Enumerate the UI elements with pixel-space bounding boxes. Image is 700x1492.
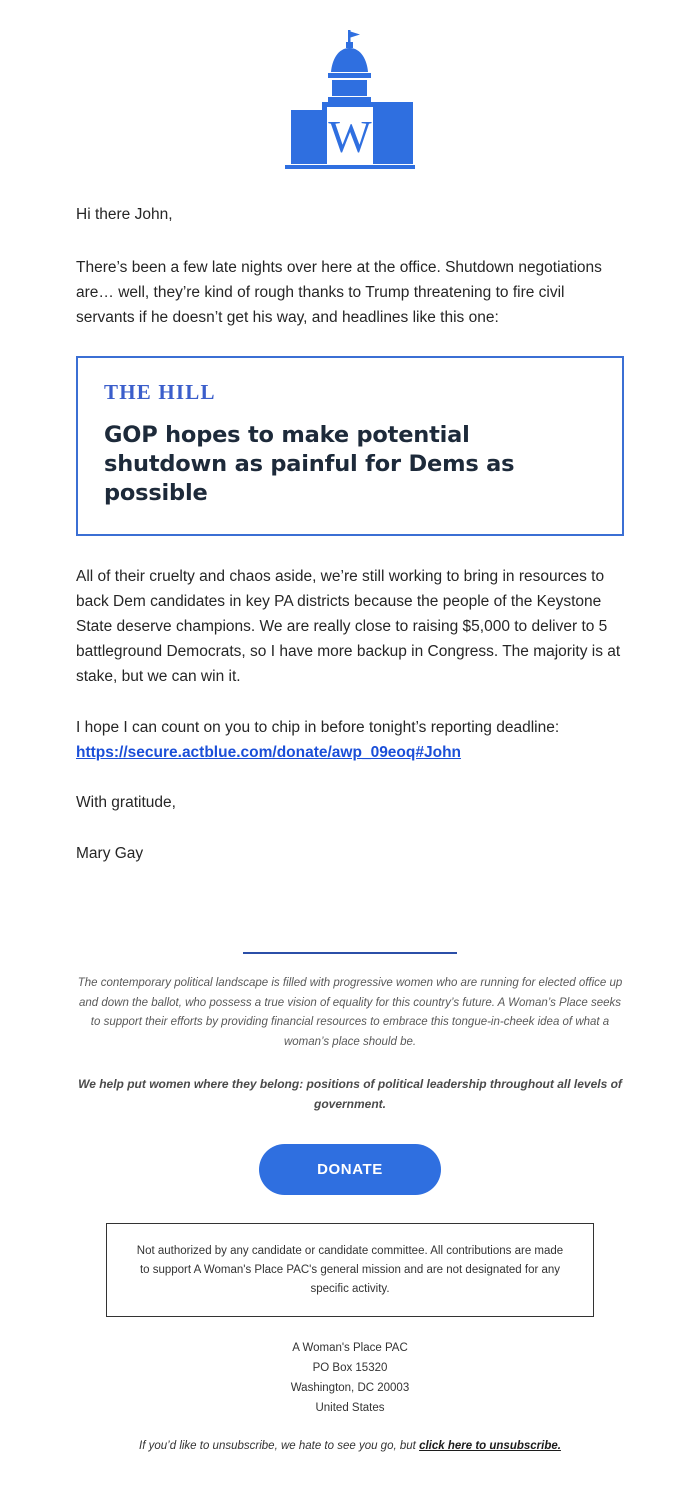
postal-address bbox=[76, 1339, 624, 1418]
signature-text: Mary Gay bbox=[76, 844, 144, 862]
disclaimer-box: Not authorized by any candidate or candidate committee. All contributions are made to support A Woman's Place PAC's general mission and are not designated for any specific activity. bbox=[106, 1223, 594, 1317]
address-line-4: United States bbox=[315, 1401, 385, 1414]
logo-letter-w: W bbox=[328, 111, 372, 162]
paragraph-1: There’s been a few late nights over here at the office. Shutdown negotiations are… well, they’re kind of rough thanks to Trump threatening to fire civil servants if he doesn’t get his way, and headlines like this one: bbox=[76, 259, 602, 327]
news-headline-card bbox=[76, 356, 624, 535]
footer-divider bbox=[243, 952, 457, 954]
address-line-1: A Woman's Place PAC bbox=[292, 1342, 408, 1355]
unsubscribe-text: If you’d like to unsubscribe, we hate to see you go, but bbox=[139, 1440, 420, 1453]
a-womans-place-capitol-logo bbox=[275, 28, 425, 178]
donate-button[interactable]: DONATE bbox=[259, 1144, 441, 1195]
the-hill-logo: THE HILL bbox=[104, 380, 216, 405]
donate-url-link[interactable]: https://secure.actblue.com/donate/awp_09eoq#John bbox=[76, 744, 462, 762]
email-content bbox=[0, 202, 700, 866]
donate-button-container bbox=[76, 1144, 624, 1195]
unsubscribe-link[interactable]: click here to unsubscribe. bbox=[419, 1440, 561, 1453]
unsubscribe-row bbox=[76, 1440, 624, 1492]
address-line-2: PO Box 15320 bbox=[312, 1362, 388, 1375]
footer-tagline-text: We help put women where they belong: positions of political leadership throughout all levels of government. bbox=[78, 1076, 622, 1111]
email-header bbox=[0, 0, 700, 192]
paragraph-3 bbox=[76, 715, 624, 765]
paragraph-3-lead: I hope I can count on you to chip in before tonight’s reporting deadline: bbox=[76, 719, 560, 737]
greeting-text: Hi there John, bbox=[76, 206, 173, 223]
news-headline-text: GOP hopes to make potential shutdown as painful for Dems as possible bbox=[104, 422, 515, 507]
address-line-3: Washington, DC 20003 bbox=[290, 1381, 410, 1394]
paragraph-2: All of their cruelty and chaos aside, we’re still working to bring in resources to back Dem candidates in key PA districts because the people of the Keystone State deserve champions. We are really close to raising $5,000 to deliver to 5 battleground Democrats, so I have more backup in Congress. The majority is at stake, but we can win it. bbox=[76, 567, 621, 686]
signoff-text: With gratitude, bbox=[76, 793, 176, 811]
email-footer bbox=[0, 952, 700, 1492]
footer-mission-text: The contemporary political landscape is filled with progressive women who are running for elected office up and down the ballot, who possess a true vision of equality for this country’s future. A Woman’s Place seeks to support their efforts by providing financial resources to embrace this tongue-in-cheek idea of what a woman’s place should be. bbox=[77, 976, 623, 1049]
